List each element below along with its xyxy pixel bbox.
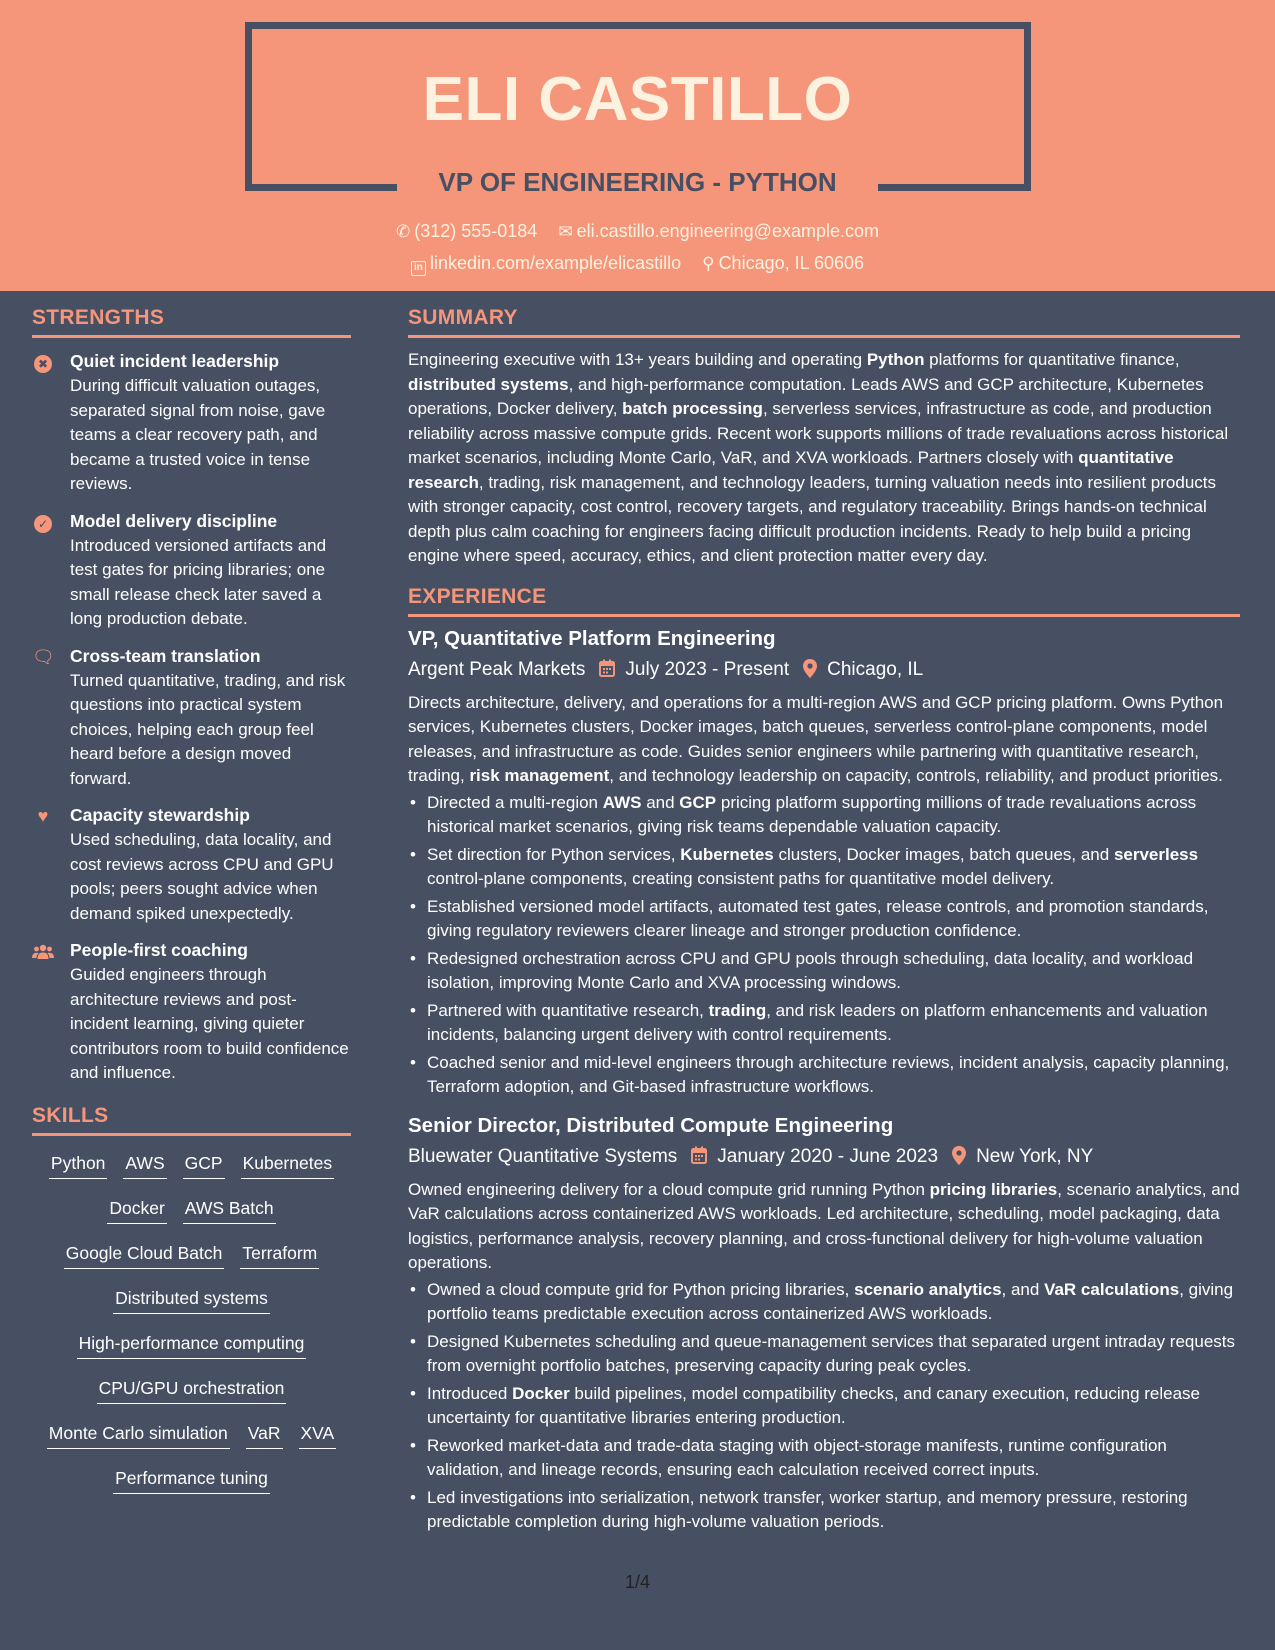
strength-desc: Turned quantitative, trading, and risk questions into practical system choices, helping each group feel heard before a design moved forward.: [70, 670, 346, 788]
job-list: [408, 627, 1240, 1535]
strength-item: [32, 940, 351, 1086]
strength-item: [32, 646, 351, 792]
job-entry: [408, 1114, 1240, 1535]
job-location: New York, NY: [976, 1145, 1094, 1167]
contact-linkedin[interactable]: in linkedin.com/example/elicastillo: [411, 253, 681, 276]
contact-phone[interactable]: ✆ (312) 555-0184: [395, 221, 538, 241]
strength-title: Quiet incident leadership: [70, 351, 280, 371]
strength-desc: Introduced versioned artifacts and test gates for pricing libraries; one small release check later saved a long production debate.: [70, 535, 327, 628]
skill-tag: Performance tuning: [113, 1468, 270, 1494]
contact-location: ⚲ Chicago, IL 60606: [702, 253, 865, 273]
strengths-heading: STRENGTHS: [32, 306, 351, 338]
job-title: VP, Quantitative Platform Engineering: [408, 626, 776, 650]
job-location: Chicago, IL: [827, 658, 924, 680]
skill-row: [32, 1153, 351, 1182]
job-bullet: • Designed Kubernetes scheduling and queue-management services that separated urgent intraday requests from overnight portfolio batches, preserving capacity during peak cycles.: [408, 1330, 1240, 1379]
job-bullet: • Led investigations into serialization, network transfer, worker startup, and memory pressure, restoring predictable completion during high-volume valuation periods.: [408, 1486, 1240, 1535]
contact-line-1: [0, 221, 1275, 242]
skills-section: [32, 1104, 351, 1497]
skill-tag: Distributed systems: [113, 1288, 270, 1314]
location-pin-icon: [952, 1146, 966, 1168]
skills-heading: SKILLS: [32, 1104, 351, 1136]
job-bullet: • Established versioned model artifacts, automated test gates, release controls, and promotion standards, giving regulatory reviewers clearer lineage and stronger production confidence.: [408, 895, 1240, 944]
job-bullet: • Coached senior and mid-level engineers through architecture reviews, incident analysis, capacity planning, Terraform adoption, and Git-based infrastructure workflows.: [408, 1051, 1240, 1100]
skill-row: [32, 1288, 351, 1317]
skill-tag: VaR: [246, 1423, 283, 1449]
strengths-section: [32, 306, 351, 1086]
skill-tag: AWS Batch: [183, 1198, 276, 1224]
job-description: Directs architecture, delivery, and operations for a multi-region AWS and GCP pricing platform. Owns Python services, Kubernetes clusters, Docker images, batch queues, serverless control-plane components, model releases, and infrastructure as code. Guides senior engineers while partnering with quantitative research, trading, risk management, and technology leadership on capacity, controls, reliability, and product priorities.: [408, 692, 1224, 785]
page-number: 1/4: [624, 1572, 651, 1592]
skill-row: [32, 1378, 351, 1407]
strength-desc: During difficult valuation outages, separated signal from noise, gave teams a clear recovery path, and became a trusted voice in tense reviews.: [70, 376, 326, 493]
summary-heading: SUMMARY: [408, 306, 1240, 338]
skill-tag: Terraform: [240, 1243, 319, 1269]
location-pin-icon: [803, 659, 817, 681]
job-bullet: • Partnered with quantitative research, trading, and risk leaders on platform enhancements and valuation incidents, balancing urgent delivery with control requirements.: [408, 999, 1240, 1048]
comments-icon: 🗨: [32, 646, 55, 667]
candidate-role: VP OF ENGINEERING - PYTHON: [438, 167, 837, 197]
job-dates: January 2020 - June 2023: [717, 1145, 939, 1167]
skill-tag: Kubernetes: [241, 1153, 335, 1179]
strength-item: [32, 351, 351, 497]
job-meta: [408, 1146, 1240, 1168]
skill-row: [32, 1468, 351, 1497]
job-bullet: • Set direction for Python services, Kubernetes clusters, Docker images, batch queues, and serverless control-plane components, creating consistent paths for quantitative model delivery.: [408, 843, 1240, 892]
left-column: [32, 306, 351, 1513]
skill-tag: XVA: [299, 1423, 337, 1449]
experience-heading: EXPERIENCE: [408, 585, 1240, 617]
job-bullet: • Owned a cloud compute grid for Python pricing libraries, scenario analytics, and VaR calculations, giving portfolio teams predictable execution across containerized AWS workloads.: [408, 1278, 1240, 1327]
skill-row: [32, 1423, 351, 1452]
job-bullets: [408, 1278, 1240, 1535]
strength-title: People-first coaching: [70, 940, 248, 960]
strength-item: [32, 805, 351, 926]
heart-icon: ♥: [37, 806, 49, 826]
users-icon: [32, 940, 54, 962]
skill-tag: CPU/GPU orchestration: [97, 1378, 287, 1404]
job-company: Bluewater Quantitative Systems: [408, 1145, 678, 1167]
right-column: [408, 306, 1240, 1549]
strength-title: Capacity stewardship: [70, 805, 250, 825]
experience-section: [408, 585, 1240, 1535]
contact-email[interactable]: ✉ eli.castillo.engineering@example.com: [558, 221, 880, 241]
summary-section: [408, 306, 1240, 569]
phone-icon: ✆: [395, 222, 411, 241]
lifebuoy-icon: ✖: [32, 351, 54, 373]
location-pin-icon: ⚲: [702, 254, 715, 273]
skill-tag: Python: [49, 1153, 107, 1179]
strength-title: Cross-team translation: [70, 645, 261, 666]
job-title: Senior Director, Distributed Compute Engineering: [408, 1113, 894, 1137]
linkedin-icon: in: [411, 261, 426, 276]
skills-list: [32, 1153, 351, 1497]
job-bullet: • Directed a multi-region AWS and GCP pricing platform supporting millions of trade revaluations across historical market scenarios, giving risk teams dependable valuation capacity.: [408, 791, 1240, 840]
job-description: Owned engineering delivery for a cloud compute grid running Python pricing libraries, scenario analytics, and VaR calculations across containerized AWS workloads. Led architecture, scheduling, model packaging, data logistics, performance analysis, recovery planning, and cross-functional delivery for high-volume valuation operations.: [408, 1179, 1240, 1272]
job-entry: [408, 627, 1240, 1100]
strength-desc: Guided engineers through architecture reviews and post-incident learning, giving quieter contributors room to build confidence and influence.: [70, 965, 349, 1082]
skill-row: [32, 1198, 351, 1227]
job-meta: [408, 659, 1240, 681]
strength-title: Model delivery discipline: [70, 510, 278, 531]
skill-row: [32, 1333, 351, 1362]
contact-line-2: [0, 253, 1275, 276]
envelope-icon: ✉: [558, 222, 573, 241]
calendar-icon: [599, 659, 615, 680]
skill-tag: Google Cloud Batch: [64, 1243, 225, 1269]
summary-text: Engineering executive with 13+ years building and operating Python platforms for quantitative finance, distributed systems, and high-performance computation. Leads AWS and GCP architecture, Kubernetes operations, Docker delivery, batch processing, serverless services, infrastructure as code, and production reliability across massive compute grids. Recent work supports millions of trade revaluations across historical market scenarios, including Monte Carlo, VaR, and XVA workloads. Partners closely with quantitative research, trading, risk management, and technology leaders, turning valuation needs into resilient products with stronger capacity, cost control, recovery targets, and regulatory traceability. Brings hands-on technical depth plus calm coaching for engineers facing difficult production incidents. Ready to help build a pricing engine where speed, accuracy, ethics, and client protection matter every day.: [408, 350, 1229, 565]
job-bullet: • Redesigned orchestration across CPU and GPU pools through scheduling, data locality, and workload isolation, improving Monte Carlo and XVA processing windows.: [408, 947, 1240, 996]
check-circle-icon: ✓: [32, 511, 54, 533]
skill-row: [32, 1243, 351, 1272]
calendar-icon: [691, 1146, 707, 1167]
job-bullet: • Reworked market-data and trade-data staging with object-storage manifests, runtime configuration validation, and lineage records, ensuring each calculation received correct inputs.: [408, 1434, 1240, 1483]
skill-tag: Monte Carlo simulation: [47, 1423, 230, 1449]
resume-header: [0, 0, 1275, 291]
skill-tag: Docker: [107, 1198, 166, 1224]
skill-tag: High-performance computing: [77, 1333, 307, 1359]
job-company: Argent Peak Markets: [408, 658, 586, 680]
skill-tag: AWS: [123, 1153, 166, 1179]
job-bullets: [408, 791, 1240, 1100]
strength-desc: Used scheduling, data locality, and cost reviews across CPU and GPU pools; peers sought advice when demand spiked unexpectedly.: [70, 830, 334, 923]
strength-item: [32, 511, 351, 632]
job-bullet: • Introduced Docker build pipelines, model compatibility checks, and canary execution, reducing release uncertainty for quantitative libraries entering production.: [408, 1382, 1240, 1431]
skill-tag: GCP: [183, 1153, 225, 1179]
candidate-name: ELI CASTILLO: [422, 65, 853, 134]
job-dates: July 2023 - Present: [625, 658, 790, 680]
